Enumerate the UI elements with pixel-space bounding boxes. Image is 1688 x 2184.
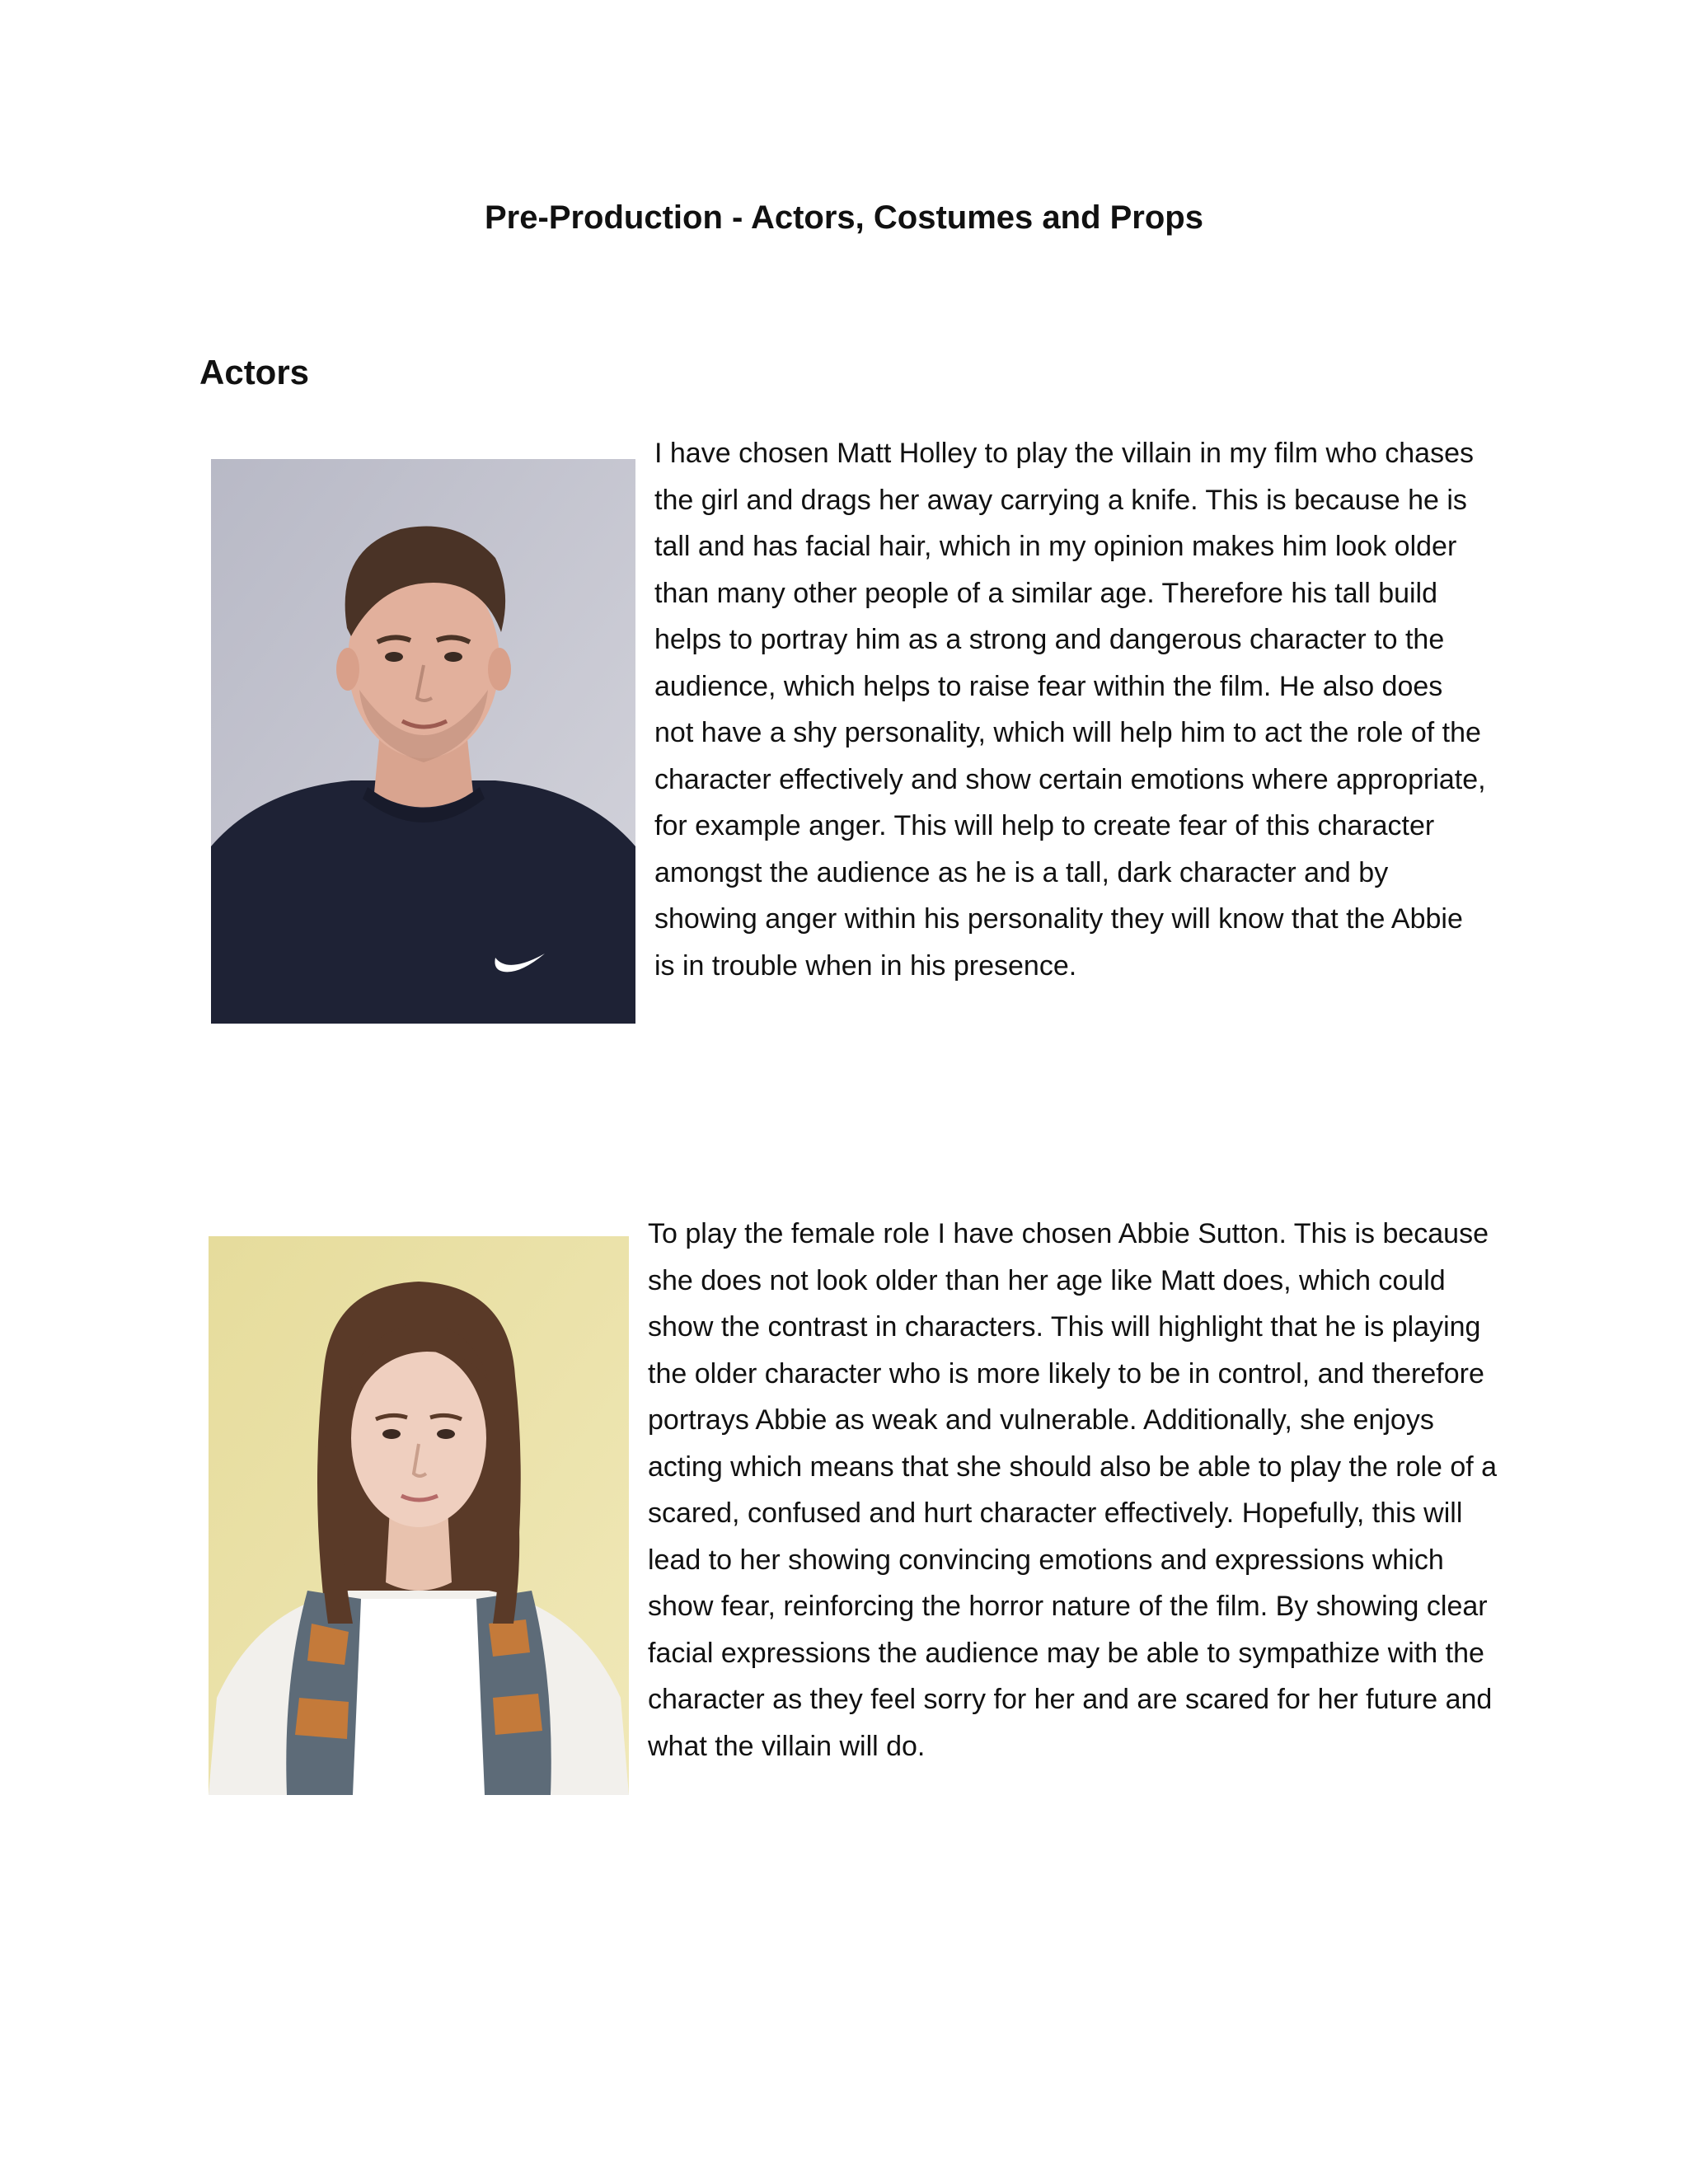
page-title: Pre-Production - Actors, Costumes and Props	[485, 199, 1203, 236]
actor-photo-abbie-sutton	[209, 1236, 629, 1795]
section-heading-actors: Actors	[199, 353, 310, 391]
actor-photo-matt-holley	[211, 459, 635, 1024]
actor-description-matt-holley: I have chosen Matt Holley to play the villain in my film who chases the girl and drags her away carrying a knife. This is because he is tall and has facial hair, which in my opinion makes him look older than many other people of a similar age. Therefore his tall build helps to portray him as a strong and dangerous character to the audience, which helps to raise fear within the film. He also does not have a shy personality, which will help him to act the role of the character effectively and show certain emotions where appropriate, for example anger. This will help to create fear of this character amongst the audience as he is a tall, dark character and by showing anger within his personality they will know that the Abbie is in trouble when in his presence.	[654, 438, 1486, 982]
actor-description-abbie-sutton: To play the female role I have chosen Abbie Sutton. This is because she does not look older than her age like Matt does, which could show the contrast in characters. This will highlight that he is playing the older character who is more likely to be in control, and therefore portrays Abbie as weak and vulnerable. Additionally, she enjoys acting which means that she should also be able to play the role of a scared, confused and hurt character effectively. Hopefully, this will lead to her showing convincing emotions and expressions which show fear, reinforcing the horror nature of the film. By showing clear facial expressions the audience may be able to sympathize with the character as they feel sorry for her and are scared for her future and what the villain will do.	[648, 1218, 1498, 1762]
